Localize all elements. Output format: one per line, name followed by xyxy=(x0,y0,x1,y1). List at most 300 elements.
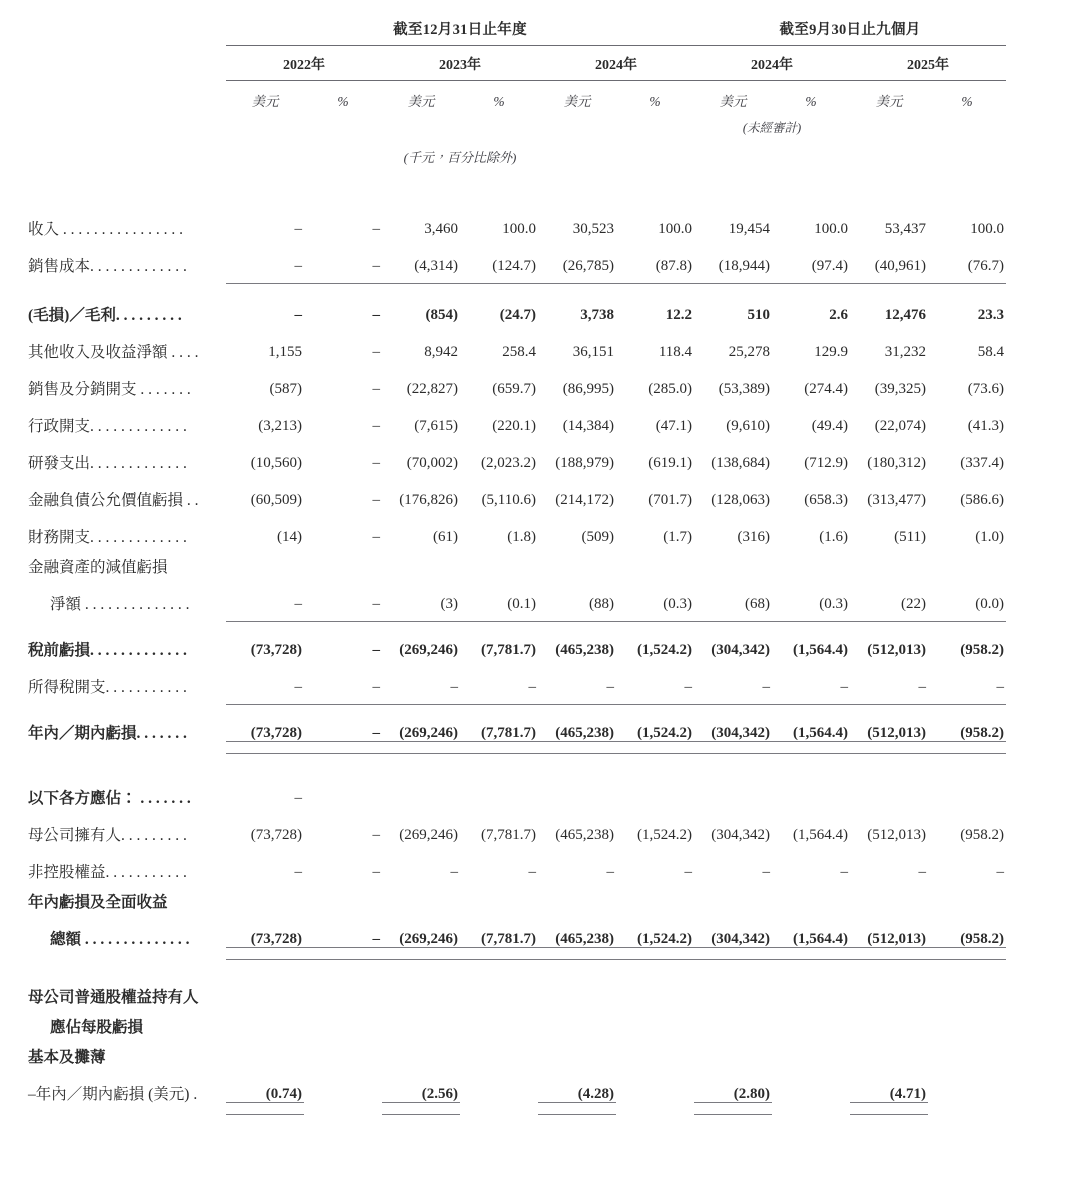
subtotal-rule xyxy=(694,695,772,704)
total-double-rule xyxy=(538,947,616,959)
cell-blank xyxy=(928,1065,1006,1102)
cell-value xyxy=(538,769,616,806)
total-double-rule xyxy=(382,741,460,753)
cell-value: (269,246) xyxy=(399,724,458,741)
cell-value: (958.2) xyxy=(960,724,1005,741)
subtotal-rule xyxy=(304,695,382,704)
cell-value: (18,944) xyxy=(718,258,771,274)
table-row xyxy=(28,621,1006,658)
total-double-rule xyxy=(616,947,694,959)
blank-cells xyxy=(226,1035,1006,1065)
header-group-row xyxy=(28,18,1006,44)
row-label: 年內虧損及全面收益 xyxy=(28,893,168,911)
cell-value xyxy=(928,545,1006,575)
cell-value: – xyxy=(606,864,614,880)
cell-value: – xyxy=(684,864,693,880)
row-label: 收入 . . . . . . . . . . . . . . . . xyxy=(28,220,184,238)
subtotal-rule xyxy=(616,695,694,704)
header-group-interim: 截至9月30日止九個月 xyxy=(779,22,921,38)
cell-value: – xyxy=(684,679,693,695)
unaudited-blank-1 xyxy=(226,112,304,136)
cell-value: (511) xyxy=(894,529,927,545)
subtotal-rule-row xyxy=(28,612,1006,621)
cell-value: (619.1) xyxy=(648,455,693,471)
row-label: 研發支出. . . . . . . . . . . . . xyxy=(28,454,187,472)
row-label: 基本及攤薄 xyxy=(28,1048,106,1066)
subtotal-rule xyxy=(226,695,304,704)
cell-value: – xyxy=(294,790,302,806)
row-label: 應佔每股虧損 xyxy=(50,1018,144,1036)
cell-value: (465,238) xyxy=(555,642,614,658)
cell-value xyxy=(850,769,928,806)
cell-value xyxy=(694,880,772,910)
cell-value: – xyxy=(372,492,380,508)
cell-value: (7,781.7) xyxy=(481,930,536,947)
cell-value xyxy=(616,545,694,575)
cell-value: (97.4) xyxy=(811,258,849,274)
cell-value: 31,232 xyxy=(884,344,927,360)
table-row xyxy=(28,323,1006,360)
cell-value: – xyxy=(606,679,614,695)
gap-cell xyxy=(28,166,1006,200)
row-label: 財務開支. . . . . . . . . . . . . xyxy=(28,528,187,546)
total-double-rule xyxy=(226,947,304,959)
row-label: 年內／期內虧損. . . . . . . xyxy=(28,724,187,742)
cell-value: (337.4) xyxy=(960,455,1005,471)
header-year-spacer xyxy=(28,46,226,80)
table-row xyxy=(28,360,1006,397)
row-label: 其他收入及收益淨額 . . . . xyxy=(28,343,199,361)
total-double-rule xyxy=(460,947,538,959)
cell-value: (47.1) xyxy=(655,418,693,434)
blank-cells xyxy=(226,975,1006,1005)
cell-value: (49.4) xyxy=(811,418,849,434)
table-row xyxy=(28,237,1006,274)
cell-value xyxy=(382,880,460,910)
cell-value: – xyxy=(528,679,536,695)
cell-value xyxy=(538,880,616,910)
table-row xyxy=(28,806,1006,843)
cell-value: (854) xyxy=(425,307,458,323)
cell-value: (4.71) xyxy=(889,1085,927,1102)
cell-value: (86,995) xyxy=(562,381,614,397)
cell-value: (465,238) xyxy=(555,827,614,843)
cell-value: (2.56) xyxy=(421,1085,458,1102)
cell-value: (1.7) xyxy=(663,529,693,545)
header-group-annual: 截至12月31日止年度 xyxy=(393,22,527,38)
cell-value: (14) xyxy=(277,529,302,545)
header-corner xyxy=(28,18,226,44)
cell-value: (304,342) xyxy=(711,930,771,947)
subtotal-rule xyxy=(460,274,538,283)
row-label: 行政開支. . . . . . . . . . . . . xyxy=(28,417,187,435)
cell-value: (0.1) xyxy=(507,596,536,612)
unit-pct-2024-interim: % xyxy=(805,94,817,109)
rule-blank xyxy=(616,1102,694,1114)
subtotal-rule xyxy=(772,612,850,621)
cell-value: – xyxy=(294,307,302,323)
cell-value: (958.2) xyxy=(960,642,1005,658)
cell-value: (188,979) xyxy=(555,455,614,471)
table-row xyxy=(28,1065,1006,1102)
subtotal-rule xyxy=(226,612,304,621)
cell-value: (512,013) xyxy=(867,827,927,843)
unaudited-blank-2 xyxy=(304,112,382,136)
cell-value: – xyxy=(294,596,302,612)
cell-value: (1,524.2) xyxy=(637,930,693,947)
subtotal-rule xyxy=(772,274,850,283)
cell-value: (512,013) xyxy=(867,642,927,658)
row-label: (毛損)／毛利. . . . . . . . . xyxy=(28,306,182,324)
cell-value: (1,564.4) xyxy=(793,642,849,658)
rule-label-spacer xyxy=(28,947,226,959)
cell-value: (73,728) xyxy=(250,930,302,947)
cell-value: – xyxy=(762,679,771,695)
cell-value: – xyxy=(294,221,302,237)
cell-value: (4.28) xyxy=(577,1085,614,1102)
scale-blank-2 xyxy=(772,136,850,166)
subtotal-rule xyxy=(538,695,616,704)
cell-value xyxy=(460,769,538,806)
cell-value: (465,238) xyxy=(555,930,614,947)
unaudited-blank-6 xyxy=(616,112,694,136)
subtotal-rule xyxy=(616,612,694,621)
cell-value: (659.7) xyxy=(492,381,536,397)
subtotal-rule xyxy=(850,695,928,704)
cell-value xyxy=(304,545,382,575)
cell-value: (304,342) xyxy=(711,827,771,843)
cell-value xyxy=(382,545,460,575)
subtotal-rule xyxy=(382,274,460,283)
scale-blank-3 xyxy=(850,136,928,166)
cell-value: (269,246) xyxy=(399,930,458,947)
eps-double-rule xyxy=(382,1102,460,1114)
subtotal-rule xyxy=(694,612,772,621)
cell-value xyxy=(616,769,694,806)
cell-value: – xyxy=(372,679,380,695)
cell-value: – xyxy=(996,864,1005,880)
unit-usd-2022: 美元 xyxy=(251,94,279,109)
cell-value: – xyxy=(372,642,380,658)
cell-value: – xyxy=(372,307,380,323)
cell-value: (22) xyxy=(901,596,927,612)
cell-value xyxy=(694,545,772,575)
cell-value: (313,477) xyxy=(867,492,927,508)
row-label: 稅前虧損. . . . . . . . . . . . . xyxy=(28,641,187,659)
subtotal-rule xyxy=(460,695,538,704)
cell-value: 129.9 xyxy=(814,344,849,360)
subtotal-rule xyxy=(460,612,538,621)
cell-value: – xyxy=(450,864,458,880)
cell-value: (87.8) xyxy=(655,258,693,274)
subtotal-rule xyxy=(382,612,460,621)
cell-value xyxy=(928,880,1006,910)
cell-value: (10,560) xyxy=(250,455,302,471)
row-label: 總額 . . . . . . . . . . . . . . xyxy=(50,930,190,948)
cell-value: (304,342) xyxy=(711,724,771,741)
cell-value: (73,728) xyxy=(250,642,302,658)
cell-value: (1,524.2) xyxy=(637,827,693,843)
table-row xyxy=(28,910,1006,947)
cell-value xyxy=(616,880,694,910)
row-label: 銷售成本. . . . . . . . . . . . . xyxy=(28,257,187,275)
section-gap xyxy=(28,959,1006,975)
subtotal-rule xyxy=(382,695,460,704)
subtotal-rule xyxy=(928,695,1006,704)
row-label: 以下各方應佔： . . . . . . . xyxy=(28,789,191,807)
total-double-rule xyxy=(694,947,772,959)
unit-pct-2023: % xyxy=(493,94,505,109)
row-label: 母公司普通股權益持有人 xyxy=(28,988,199,1006)
rule-blank xyxy=(460,1102,538,1114)
cell-value: 8,942 xyxy=(424,344,458,360)
scale-note: (千元，百分比除外) xyxy=(403,150,517,165)
cell-value: (26,785) xyxy=(562,258,614,274)
cell-value: – xyxy=(372,258,380,274)
cell-value: (22,074) xyxy=(874,418,927,434)
cell-value: (88) xyxy=(589,596,614,612)
row-label: 淨額 . . . . . . . . . . . . . . xyxy=(50,595,190,613)
cell-value: (587) xyxy=(269,381,302,397)
table-row xyxy=(28,283,1006,323)
cell-value: (40,961) xyxy=(874,258,927,274)
cell-value: – xyxy=(996,679,1005,695)
unaudited-blank-8 xyxy=(928,112,1006,136)
subtotal-rule xyxy=(850,612,928,621)
cell-value: – xyxy=(372,381,380,397)
unit-pct-2024: % xyxy=(649,94,661,109)
cell-value: (701.7) xyxy=(648,492,693,508)
gap-cell xyxy=(28,753,1006,769)
cell-value: (465,238) xyxy=(555,724,614,741)
table-row xyxy=(28,434,1006,471)
cell-value: 100.0 xyxy=(814,221,849,237)
cell-value: (0.74) xyxy=(265,1085,302,1102)
subtotal-rule xyxy=(538,612,616,621)
cell-value: 3,738 xyxy=(580,307,614,323)
cell-value: 100.0 xyxy=(970,221,1005,237)
cell-value: (712.9) xyxy=(804,455,849,471)
cell-value: 53,437 xyxy=(884,221,927,237)
cell-value: (39,325) xyxy=(874,381,927,397)
total-double-rule xyxy=(304,741,382,753)
unaudited-spacer xyxy=(28,112,226,136)
row-label: 所得稅開支. . . . . . . . . . . xyxy=(28,678,187,696)
cell-value: (0.3) xyxy=(663,596,693,612)
rule-blank xyxy=(928,1102,1006,1114)
eps-double-rule xyxy=(226,1102,304,1114)
cell-value: (512,013) xyxy=(867,930,927,947)
cell-value: (128,063) xyxy=(711,492,771,508)
rule-label-spacer xyxy=(28,695,226,704)
income-statement-table xyxy=(28,18,1006,1115)
cell-value: (4,314) xyxy=(414,258,458,274)
total-double-rule xyxy=(382,947,460,959)
cell-value xyxy=(226,545,304,575)
cell-value: 19,454 xyxy=(728,221,771,237)
total-double-rule xyxy=(460,741,538,753)
cell-value: (1,524.2) xyxy=(637,724,693,741)
cell-value: (658.3) xyxy=(804,492,849,508)
cell-value: – xyxy=(372,864,380,880)
cell-value: (3,213) xyxy=(258,418,302,434)
cell-value: 100.0 xyxy=(658,221,693,237)
subtotal-rule xyxy=(694,274,772,283)
eps-double-rule-row xyxy=(28,1102,1006,1114)
cell-value: (60,509) xyxy=(250,492,302,508)
row-label: 母公司擁有人. . . . . . . . . xyxy=(28,826,187,844)
cell-value: 3,460 xyxy=(424,221,458,237)
cell-value: 58.4 xyxy=(977,344,1005,360)
subtotal-rule xyxy=(928,612,1006,621)
cell-value xyxy=(694,769,772,806)
cell-value xyxy=(850,545,928,575)
cell-value: – xyxy=(762,864,771,880)
cell-value: (316) xyxy=(737,529,771,545)
subtotal-rule xyxy=(304,612,382,621)
cell-value xyxy=(928,769,1006,806)
table-row xyxy=(28,508,1006,545)
total-double-rule xyxy=(850,741,928,753)
cell-value: – xyxy=(372,418,380,434)
cell-value: – xyxy=(372,221,380,237)
unit-pct-2025-interim: % xyxy=(961,94,973,109)
total-double-rule xyxy=(304,947,382,959)
table-row xyxy=(28,843,1006,880)
cell-value xyxy=(772,545,850,575)
subtotal-rule xyxy=(304,274,382,283)
header-scale-row xyxy=(28,136,1006,166)
cell-value: 36,151 xyxy=(572,344,614,360)
cell-value: (76.7) xyxy=(967,258,1005,274)
table-row xyxy=(28,769,1006,806)
cell-value: (274.4) xyxy=(804,381,849,397)
cell-value: (2.80) xyxy=(733,1085,771,1102)
row-label: 金融資產的減值虧損 xyxy=(28,558,168,576)
header-year-row xyxy=(28,46,1006,80)
cell-value: (176,826) xyxy=(399,492,458,508)
cell-value: – xyxy=(528,864,536,880)
cell-value: (73.6) xyxy=(967,381,1005,397)
cell-value xyxy=(772,880,850,910)
cell-value: (68) xyxy=(745,596,771,612)
cell-value: (7,781.7) xyxy=(481,724,536,741)
cell-value: (7,781.7) xyxy=(481,642,536,658)
unit-usd-2023: 美元 xyxy=(407,94,435,109)
cell-value: – xyxy=(918,679,927,695)
cell-value: (214,172) xyxy=(555,492,614,508)
cell-value: (220.1) xyxy=(492,418,536,434)
table-row xyxy=(28,658,1006,695)
scale-blank-4 xyxy=(928,136,1006,166)
total-double-rule xyxy=(772,741,850,753)
table-row xyxy=(28,975,1006,1005)
cell-value: 12.2 xyxy=(665,307,693,323)
cell-blank xyxy=(616,1065,694,1102)
cell-value xyxy=(772,769,850,806)
cell-value: (124.7) xyxy=(492,258,536,274)
unit-spacer xyxy=(28,81,226,113)
cell-value: 2.6 xyxy=(829,307,849,323)
cell-value: (73,728) xyxy=(250,827,302,843)
cell-value: (24.7) xyxy=(499,307,536,323)
cell-value: 258.4 xyxy=(502,344,536,360)
cell-value: – xyxy=(450,679,458,695)
cell-value: (22,827) xyxy=(406,381,458,397)
cell-value xyxy=(460,880,538,910)
cell-value: – xyxy=(840,679,849,695)
eps-double-rule xyxy=(538,1102,616,1114)
header-unit-row xyxy=(28,81,1006,113)
cell-value: (14,384) xyxy=(562,418,614,434)
cell-value: (0.3) xyxy=(819,596,849,612)
row-label: 金融負債公允價值虧損 . . xyxy=(28,491,199,509)
cell-value xyxy=(304,880,382,910)
subtotal-rule xyxy=(226,274,304,283)
row-label: 銷售及分銷開支 . . . . . . . xyxy=(28,380,191,398)
row-label: –年內／期內虧損 (美元) . xyxy=(28,1085,198,1103)
cell-value: – xyxy=(372,930,380,947)
header-year-2025-interim: 2025年 xyxy=(907,58,950,73)
cell-value: – xyxy=(372,455,380,471)
cell-value: (70,002) xyxy=(406,455,458,471)
section-gap xyxy=(28,753,1006,769)
cell-value: 510 xyxy=(747,307,771,323)
total-double-rule xyxy=(538,741,616,753)
cell-value: (958.2) xyxy=(960,827,1005,843)
cell-value: (2,023.2) xyxy=(481,455,536,471)
header-year-2024-interim: 2024年 xyxy=(751,58,794,73)
table-row xyxy=(28,575,1006,612)
cell-value: (509) xyxy=(581,529,614,545)
table-row xyxy=(28,471,1006,508)
rule-label-spacer xyxy=(28,741,226,753)
cell-value: 118.4 xyxy=(658,344,693,360)
cell-blank xyxy=(460,1065,538,1102)
cell-value: – xyxy=(372,529,380,545)
cell-value xyxy=(460,545,538,575)
cell-value: – xyxy=(294,679,302,695)
rule-label-spacer xyxy=(28,274,226,283)
row-label: 非控股權益. . . . . . . . . . . xyxy=(28,863,187,881)
table-row xyxy=(28,1035,1006,1065)
cell-value xyxy=(304,769,382,806)
subtotal-rule xyxy=(850,274,928,283)
eps-double-rule xyxy=(694,1102,772,1114)
rule-blank xyxy=(304,1102,382,1114)
subtotal-rule-row xyxy=(28,274,1006,283)
cell-value: – xyxy=(372,596,380,612)
cell-value: – xyxy=(294,258,302,274)
cell-blank xyxy=(772,1065,850,1102)
total-double-rule xyxy=(772,947,850,959)
cell-value: 12,476 xyxy=(884,307,927,323)
cell-value: (1,564.4) xyxy=(793,930,849,947)
unaudited-blank-5 xyxy=(538,112,616,136)
cell-value: (285.0) xyxy=(648,381,693,397)
cell-value: (180,312) xyxy=(867,455,927,471)
cell-value: (1,524.2) xyxy=(637,642,693,658)
cell-value: (3) xyxy=(440,596,458,612)
cell-value xyxy=(538,545,616,575)
cell-value: 23.3 xyxy=(977,307,1005,323)
cell-blank xyxy=(304,1065,382,1102)
table-row xyxy=(28,545,1006,575)
blank-cells xyxy=(226,1005,1006,1035)
unaudited-blank-4 xyxy=(460,112,538,136)
subtotal-rule xyxy=(616,274,694,283)
subtotal-rule-row xyxy=(28,695,1006,704)
